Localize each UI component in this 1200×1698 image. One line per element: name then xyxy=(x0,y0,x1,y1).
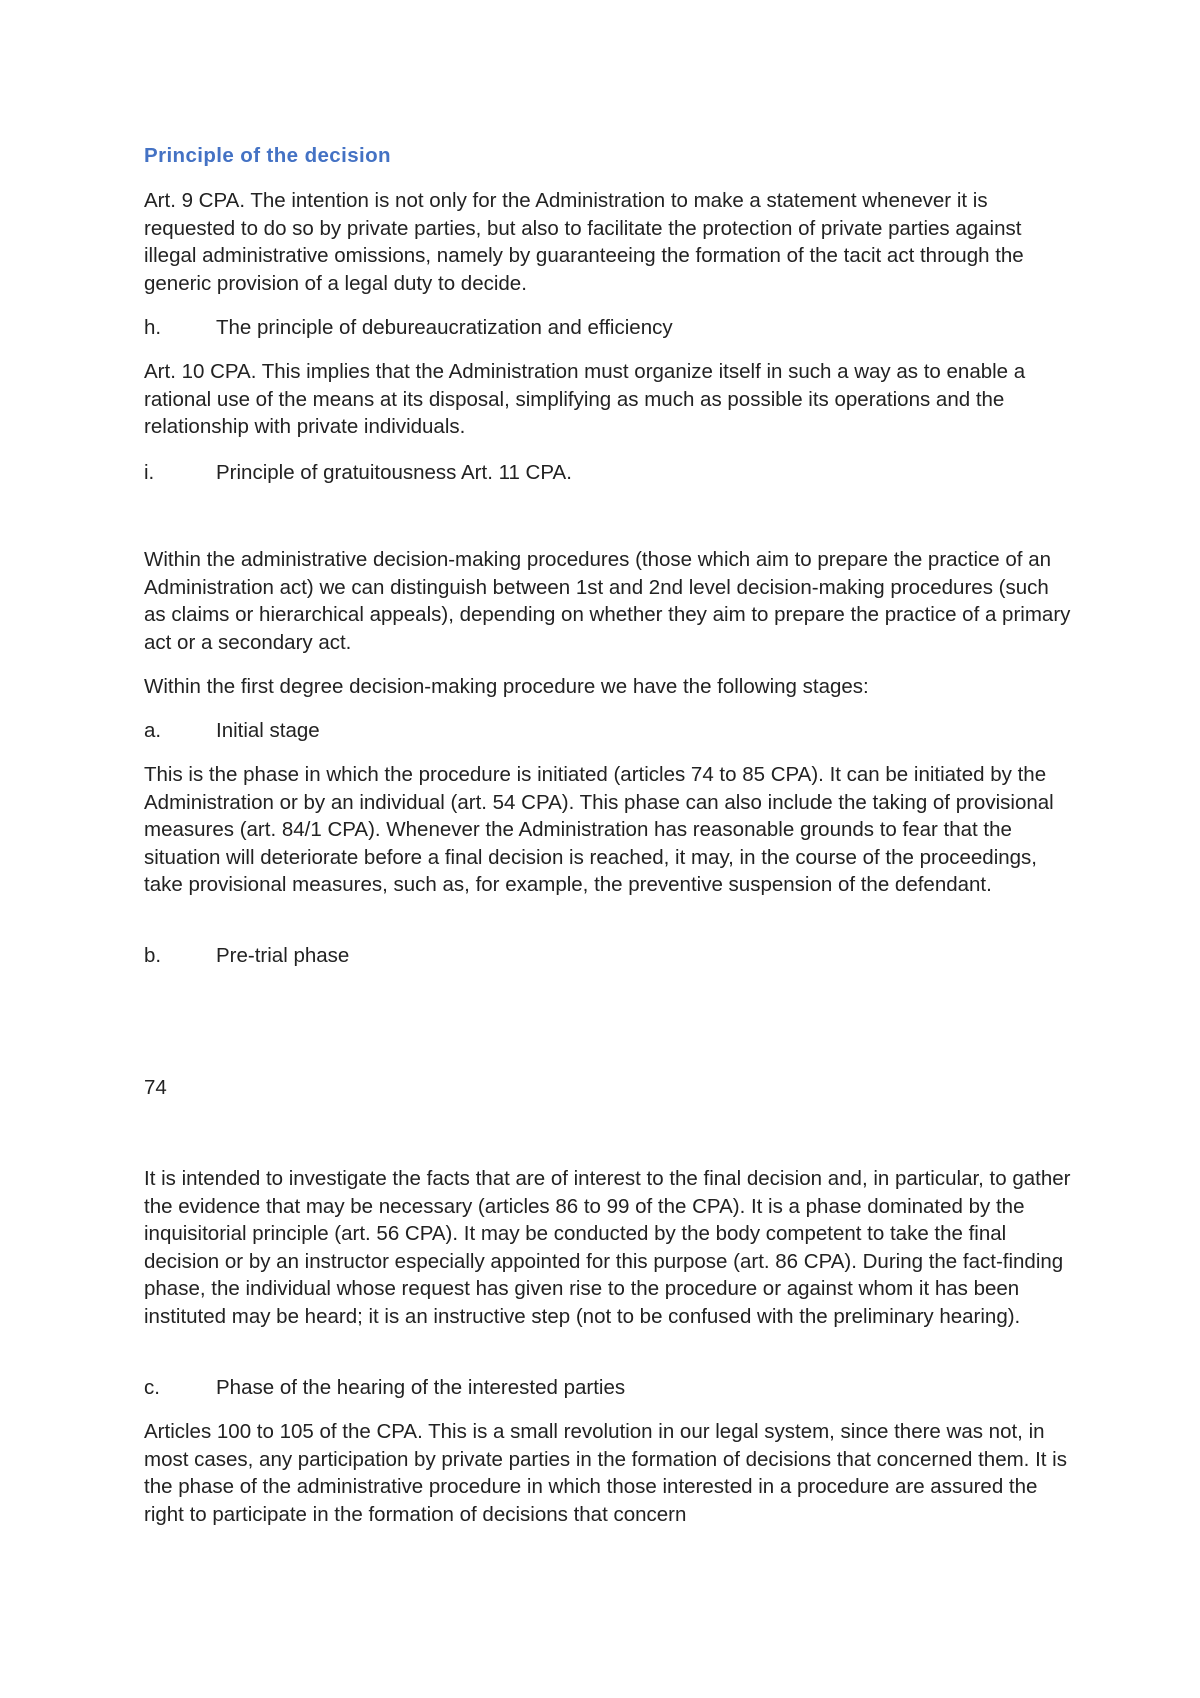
list-item-text: Principle of gratuitousness Art. 11 CPA. xyxy=(216,461,572,484)
paragraph-art-9: Art. 9 CPA. The intention is not only for the Administration to make a statement whenever it is requested to do so by private parties, but also to facilitate the protection of private parties against illegal administrative omissions, namely by guaranteeing the formation of the tacit act through the generic provision of a legal duty to decide. xyxy=(144,189,1024,295)
paragraph-pre-trial: It is intended to investigate the facts that are of interest to the final decision and, in particular, to gather the evidence that may be necessary (articles 86 to 99 of the CPA). It is a phase dominated by the inquisitorial principle (art. 56 CPA). It may be conducted by the body competent to take the final decision or by an instructor especially appointed for this purpose (art. 86 CPA). During the fact-finding phase, the individual whose request has given rise to the procedure or against whom it has been instituted may be heard; it is an instructive step (not to be confused with the preliminary hearing). xyxy=(144,1167,1071,1328)
list-marker: b. xyxy=(144,944,162,967)
paragraph-stages-intro: Within the first degree decision-making procedure we have the following stages: xyxy=(144,675,869,698)
list-item-c xyxy=(144,1374,1074,1402)
list-item-b xyxy=(144,942,1074,970)
list-item-text: Phase of the hearing of the interested parties xyxy=(216,1376,626,1399)
list-marker: h. xyxy=(144,316,162,339)
list-item-h xyxy=(144,314,1074,342)
list-item-text: The principle of debureaucratization and efficiency xyxy=(216,316,673,339)
list-marker: a. xyxy=(144,719,162,742)
list-item-a xyxy=(144,717,1074,745)
list-item-text: Pre-trial phase xyxy=(216,944,350,967)
section-heading: Principle of the decision xyxy=(144,144,391,167)
paragraph-hearing: Articles 100 to 105 of the CPA. This is a small revolution in our legal system, since there was not, in most cases, any participation by private parties in the formation of decisions that concerned them. It is the phase of the administrative procedure in which those interested in a procedure are assured the right to participate in the formation of decisions that concern xyxy=(144,1420,1067,1526)
page-number: 74 xyxy=(144,1076,167,1099)
list-marker: i. xyxy=(144,461,155,484)
paragraph-art-10: Art. 10 CPA. This implies that the Administration must organize itself in such a way as to enable a rational use of the means at its disposal, simplifying as much as possible its operations and the relationship with private individuals. xyxy=(144,360,1026,438)
paragraph-initial-stage: This is the phase in which the procedure is initiated (articles 74 to 85 CPA). It can be initiated by the Administration or by an individual (art. 54 CPA). This phase can also include the taking of provisional measures (art. 84/1 CPA). Whenever the Administration has reasonable grounds to fear that the situation will deteriorate before a final decision is reached, it may, in the course of the proceedings, take provisional measures, such as, for example, the preventive suspension of the defendant. xyxy=(144,763,1054,896)
list-marker: c. xyxy=(144,1376,160,1399)
paragraph-decision-procedures: Within the administrative decision-making procedures (those which aim to prepare the practice of an Administration act) we can distinguish between 1st and 2nd level decision-making procedures (such as claims or hierarchical appeals), depending on whether they aim to prepare the practice of a primary act or a secondary act. xyxy=(144,548,1071,654)
list-item-i xyxy=(144,459,1074,487)
list-item-text: Initial stage xyxy=(216,719,320,742)
